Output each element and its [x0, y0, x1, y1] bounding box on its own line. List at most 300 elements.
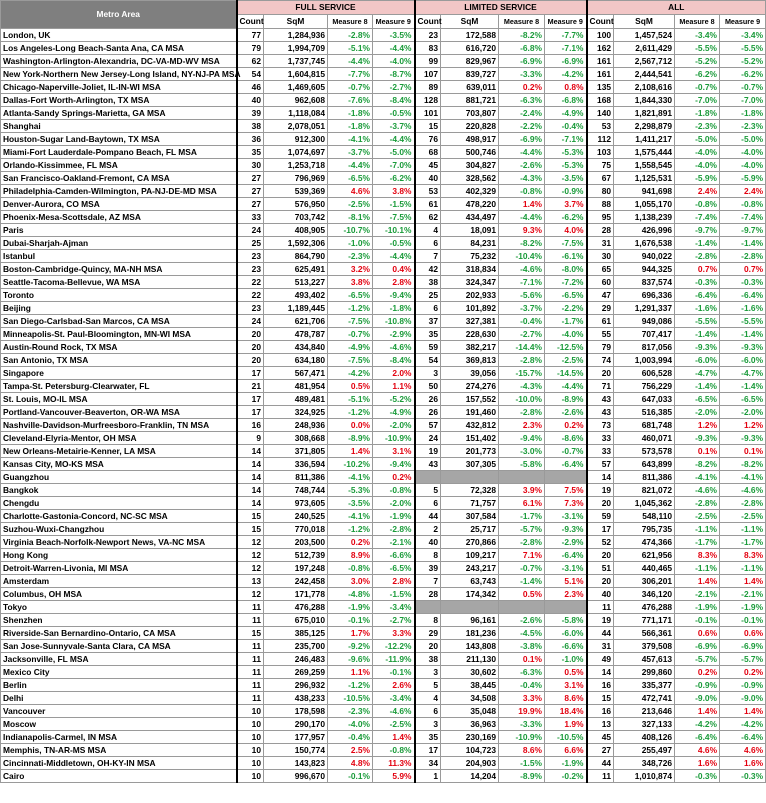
measure8-cell: -9.3% — [675, 341, 720, 354]
measure9-cell: 11.3% — [373, 757, 415, 770]
count-cell: 161 — [587, 55, 614, 68]
measure8-header[interactable]: Measure 8 — [499, 15, 545, 29]
count-cell: 54 — [415, 354, 441, 367]
table-row — [1, 653, 766, 666]
count-cell: 79 — [237, 42, 264, 55]
metro-name-cell: Detroit-Warren-Livonia, MI MSA — [1, 562, 237, 575]
count-cell: 12 — [237, 562, 264, 575]
measure9-cell: -12.5% — [545, 341, 587, 354]
measure8-cell: -0.3% — [675, 276, 720, 289]
sqm-cell: 1,457,524 — [614, 29, 675, 42]
sqm-cell: 811,386 — [614, 471, 675, 484]
measure8-cell: -6.9% — [499, 55, 545, 68]
measure8-cell: 8.3% — [675, 549, 720, 562]
measure9-cell: 3.8% — [373, 185, 415, 198]
count-cell: 162 — [587, 42, 614, 55]
metro-name-cell: Guangzhou — [1, 471, 237, 484]
sqm-cell: 1,055,170 — [614, 198, 675, 211]
table-row — [1, 692, 766, 705]
metro-name-cell: Austin-Round Rock, TX MSA — [1, 341, 237, 354]
table-body — [1, 29, 766, 783]
sqm-cell: 18,091 — [441, 224, 499, 237]
measure8-cell: -1.2% — [328, 679, 373, 692]
measure9-cell: -4.7% — [720, 367, 766, 380]
sqm-cell: 230,169 — [441, 731, 499, 744]
count-cell: 23 — [237, 302, 264, 315]
count-cell: 44 — [587, 757, 614, 770]
measure9-cell: -1.8% — [373, 302, 415, 315]
count-cell: 19 — [415, 445, 441, 458]
measure8-cell: -4.8% — [328, 588, 373, 601]
metro-name-cell: Phoenix-Mesa-Scottsdale, AZ MSA — [1, 211, 237, 224]
sqm-cell: 817,056 — [614, 341, 675, 354]
sqm-cell: 748,744 — [264, 484, 328, 497]
measure9-cell: -2.1% — [720, 588, 766, 601]
measure8-cell: 1.4% — [675, 705, 720, 718]
metro-name-cell: New York-Northern New Jersey-Long Island, NY-NJ-PA MSA — [1, 68, 237, 81]
sqm-cell: 512,739 — [264, 549, 328, 562]
metro-name-cell: London, UK — [1, 29, 237, 42]
measure9-cell: -9.4% — [373, 458, 415, 471]
table-row — [1, 55, 766, 68]
sqm-cell: 235,700 — [264, 640, 328, 653]
table-row — [1, 107, 766, 120]
sqm-cell: 204,903 — [441, 757, 499, 770]
metro-name-cell: Chicago-Naperville-Joliet, IL-IN-WI MSA — [1, 81, 237, 94]
count-cell: 14 — [587, 471, 614, 484]
sqm-cell: 296,932 — [264, 679, 328, 692]
measure9-cell: -10.9% — [373, 432, 415, 445]
count-cell: 29 — [587, 302, 614, 315]
sqm-cell: 1,045,362 — [614, 497, 675, 510]
measure8-cell: 0.0% — [328, 419, 373, 432]
count-cell: 36 — [237, 133, 264, 146]
measure8-cell: -7.0% — [675, 94, 720, 107]
measure9-cell: -0.9% — [545, 185, 587, 198]
metro-name-cell: Jacksonville, FL MSA — [1, 653, 237, 666]
count-cell: 11 — [237, 640, 264, 653]
table-row — [1, 393, 766, 406]
count-cell: 17 — [587, 523, 614, 536]
measure8-cell: 1.4% — [328, 445, 373, 458]
count-cell: 11 — [587, 601, 614, 614]
metro-name-cell: St. Louis, MO-IL MSA — [1, 393, 237, 406]
count-cell: 3 — [415, 367, 441, 380]
measure8-cell: -5.6% — [499, 289, 545, 302]
count-cell: 15 — [237, 627, 264, 640]
count-cell: 3 — [415, 666, 441, 679]
measure9-cell: 2.0% — [373, 367, 415, 380]
measure9-cell: -5.0% — [373, 146, 415, 159]
metro-name-cell: Shenzhen — [1, 614, 237, 627]
sqm-cell: 101,892 — [441, 302, 499, 315]
measure8-cell: -3.0% — [499, 445, 545, 458]
measure9-cell: 1.6% — [720, 757, 766, 770]
measure9-cell: 4.6% — [720, 744, 766, 757]
sqm-cell: 104,723 — [441, 744, 499, 757]
measure9-cell: 0.1% — [720, 445, 766, 458]
measure8-cell: -6.9% — [675, 640, 720, 653]
measure9-cell: -4.9% — [373, 406, 415, 419]
sqm-cell: 621,956 — [614, 549, 675, 562]
measure9-cell: 0.2% — [720, 666, 766, 679]
measure8-cell: -3.3% — [499, 68, 545, 81]
measure8-cell: -1.2% — [328, 406, 373, 419]
sqm-header[interactable]: SqM — [614, 15, 675, 29]
measure9-cell: 7.5% — [545, 484, 587, 497]
table-row — [1, 406, 766, 419]
sqm-cell: 203,500 — [264, 536, 328, 549]
table-row — [1, 523, 766, 536]
measure8-cell: -1.9% — [328, 601, 373, 614]
measure8-cell: -5.0% — [675, 133, 720, 146]
measure8-cell: -2.8% — [328, 29, 373, 42]
sqm-cell: 307,305 — [441, 458, 499, 471]
sqm-cell: 307,584 — [441, 510, 499, 523]
measure9-cell: -4.2% — [545, 68, 587, 81]
count-cell: 14 — [237, 497, 264, 510]
measure9-cell: -5.9% — [720, 172, 766, 185]
metro-name-cell: San Diego-Carlsbad-San Marcos, CA MSA — [1, 315, 237, 328]
sqm-cell: 839,727 — [441, 68, 499, 81]
table-row — [1, 133, 766, 146]
count-cell: 20 — [237, 354, 264, 367]
count-cell: 50 — [415, 380, 441, 393]
measure8-cell: 0.7% — [675, 263, 720, 276]
count-cell: 4 — [415, 224, 441, 237]
count-cell: 8 — [415, 549, 441, 562]
sqm-cell: 771,171 — [614, 614, 675, 627]
count-cell: 17 — [237, 393, 264, 406]
measure9-cell: -1.8% — [720, 107, 766, 120]
count-cell: 57 — [415, 419, 441, 432]
sqm-cell: 242,458 — [264, 575, 328, 588]
measure9-cell: -2.0% — [373, 497, 415, 510]
measure8-cell: -5.2% — [675, 55, 720, 68]
sqm-cell: 96,161 — [441, 614, 499, 627]
measure9-cell: -12.2% — [373, 640, 415, 653]
measure8-cell: -7.6% — [328, 94, 373, 107]
table-row — [1, 562, 766, 575]
measure9-cell: -0.8% — [373, 744, 415, 757]
sqm-cell: 548,110 — [614, 510, 675, 523]
measure9-cell: 0.7% — [720, 263, 766, 276]
measure9-cell: 5.9% — [373, 770, 415, 783]
measure9-cell: -3.5% — [545, 172, 587, 185]
measure9-cell: -6.6% — [545, 640, 587, 653]
measure9-cell: -4.0% — [720, 146, 766, 159]
sqm-cell: 255,497 — [614, 744, 675, 757]
measure8-cell: 7.1% — [499, 549, 545, 562]
count-cell: 61 — [587, 315, 614, 328]
count-cell: 6 — [415, 302, 441, 315]
count-cell: 17 — [237, 406, 264, 419]
measure8-cell: 9.3% — [499, 224, 545, 237]
metro-name-cell: Indianapolis-Carmel, IN MSA — [1, 731, 237, 744]
count-cell: 17 — [237, 367, 264, 380]
metro-area-header[interactable]: Metro Area — [1, 1, 237, 29]
measure9-cell: -6.2% — [720, 68, 766, 81]
measure9-cell: -0.1% — [720, 614, 766, 627]
table-row — [1, 718, 766, 731]
measure8-cell: -3.7% — [328, 146, 373, 159]
measure9-cell: -4.6% — [373, 341, 415, 354]
count-cell: 38 — [237, 120, 264, 133]
measure9-cell: -5.3% — [545, 159, 587, 172]
measure8-cell: -10.5% — [328, 692, 373, 705]
count-cell: 20 — [237, 328, 264, 341]
count-cell: 28 — [587, 224, 614, 237]
measure9-cell: -1.6% — [720, 302, 766, 315]
measure9-cell: -1.9% — [373, 510, 415, 523]
measure8-cell: -6.5% — [675, 393, 720, 406]
sqm-cell: 1,253,718 — [264, 159, 328, 172]
measure9-cell: -3.4% — [720, 29, 766, 42]
count-cell: 15 — [237, 510, 264, 523]
count-cell: 40 — [237, 94, 264, 107]
measure8-cell: -8.9% — [499, 770, 545, 783]
measure8-cell: -0.4% — [328, 731, 373, 744]
measure8-cell: -1.4% — [675, 380, 720, 393]
measure8-cell: -7.7% — [328, 68, 373, 81]
measure8-cell: -5.1% — [328, 393, 373, 406]
measure8-cell: -10.2% — [328, 458, 373, 471]
measure8-cell: -3.7% — [499, 302, 545, 315]
sqm-cell: 864,790 — [264, 250, 328, 263]
sqm-cell: 1,118,084 — [264, 107, 328, 120]
measure8-cell: -0.8% — [328, 562, 373, 575]
sqm-cell: 2,611,429 — [614, 42, 675, 55]
measure8-cell: -6.4% — [675, 731, 720, 744]
measure9-cell: -1.4% — [720, 380, 766, 393]
sqm-cell: 228,630 — [441, 328, 499, 341]
measure8-cell: -4.4% — [499, 146, 545, 159]
measure9-cell: -5.7% — [720, 653, 766, 666]
measure9-cell: -8.2% — [720, 458, 766, 471]
table-row — [1, 666, 766, 679]
measure9-cell: -3.5% — [373, 29, 415, 42]
measure8-cell: -10.9% — [499, 731, 545, 744]
count-cell: 30 — [587, 250, 614, 263]
measure9-cell: 2.6% — [373, 679, 415, 692]
count-cell: 15 — [237, 523, 264, 536]
measure8-cell: -4.0% — [675, 146, 720, 159]
sqm-cell: 369,813 — [441, 354, 499, 367]
sqm-cell: 318,834 — [441, 263, 499, 276]
measure9-cell: 2.4% — [720, 185, 766, 198]
sqm-cell: 795,735 — [614, 523, 675, 536]
measure8-cell: 3.0% — [328, 575, 373, 588]
sqm-cell: 270,866 — [441, 536, 499, 549]
measure8-cell: -6.0% — [675, 354, 720, 367]
measure9-header[interactable]: Measure 9 — [373, 15, 415, 29]
count-cell: 74 — [587, 354, 614, 367]
count-cell: 11 — [237, 679, 264, 692]
count-cell: 101 — [415, 107, 441, 120]
sqm-cell: 821,072 — [614, 484, 675, 497]
measure9-cell: 1.4% — [720, 705, 766, 718]
measure8-cell: -4.1% — [328, 510, 373, 523]
metro-name-cell: New Orleans-Metairie-Kenner, LA MSA — [1, 445, 237, 458]
table-row — [1, 471, 766, 484]
count-cell: 16 — [587, 679, 614, 692]
sqm-header[interactable]: SqM — [264, 15, 328, 29]
count-cell: 62 — [237, 55, 264, 68]
count-cell: 16 — [237, 419, 264, 432]
sqm-cell: 202,933 — [441, 289, 499, 302]
measure8-header[interactable]: Measure 8 — [675, 15, 720, 29]
count-cell: 10 — [237, 705, 264, 718]
measure8-cell: -5.3% — [328, 484, 373, 497]
measure9-cell: 0.5% — [545, 666, 587, 679]
sqm-cell: 36,963 — [441, 718, 499, 731]
measure8-cell: -4.3% — [499, 172, 545, 185]
count-cell: 14 — [237, 445, 264, 458]
sqm-cell: 1,592,306 — [264, 237, 328, 250]
sqm-cell: 327,381 — [441, 315, 499, 328]
sqm-cell: 434,497 — [441, 211, 499, 224]
count-header[interactable]: Count — [415, 15, 441, 29]
count-cell: 47 — [587, 289, 614, 302]
measure9-cell: -8.6% — [545, 432, 587, 445]
count-cell: 128 — [415, 94, 441, 107]
count-cell: 77 — [237, 29, 264, 42]
count-cell: 59 — [415, 341, 441, 354]
sqm-cell: 269,259 — [264, 666, 328, 679]
sqm-cell: 1,844,330 — [614, 94, 675, 107]
sqm-cell: 481,954 — [264, 380, 328, 393]
measure9-header[interactable]: Measure 9 — [720, 15, 766, 29]
table-row — [1, 276, 766, 289]
measure8-cell: -0.9% — [675, 679, 720, 692]
measure8-cell: -1.4% — [499, 575, 545, 588]
measure9-cell: -0.2% — [545, 770, 587, 783]
measure8-cell: -6.8% — [499, 42, 545, 55]
measure8-cell: -8.2% — [499, 29, 545, 42]
full-service-header: FULL SERVICE — [237, 1, 415, 15]
count-cell: 6 — [415, 237, 441, 250]
measure9-cell: -9.3% — [545, 523, 587, 536]
measure8-cell: -0.7% — [499, 562, 545, 575]
count-cell: 10 — [237, 770, 264, 783]
count-cell: 75 — [587, 159, 614, 172]
measure8-cell: -0.7% — [675, 81, 720, 94]
metro-name-cell: Hong Kong — [1, 549, 237, 562]
sqm-cell: 567,471 — [264, 367, 328, 380]
measure8-cell: 1.4% — [675, 575, 720, 588]
count-cell: 33 — [587, 445, 614, 458]
sqm-cell: 328,562 — [441, 172, 499, 185]
measure8-cell: -3.3% — [499, 718, 545, 731]
measure8-cell: -2.8% — [499, 406, 545, 419]
measure9-header[interactable]: Measure 9 — [545, 15, 587, 29]
metro-name-cell: Suzhou-Wuxi-Changzhou — [1, 523, 237, 536]
sqm-cell: 811,386 — [264, 471, 328, 484]
sqm-cell: 382,217 — [441, 341, 499, 354]
table-row — [1, 744, 766, 757]
table-row — [1, 731, 766, 744]
measure9-cell: -6.2% — [545, 211, 587, 224]
sqm-cell: 306,201 — [614, 575, 675, 588]
sqm-cell: 172,588 — [441, 29, 499, 42]
measure8-header[interactable]: Measure 8 — [328, 15, 373, 29]
measure9-cell: -5.5% — [720, 315, 766, 328]
measure8-cell: 19.9% — [499, 705, 545, 718]
metro-name-cell: Seattle-Tacoma-Bellevue, WA MSA — [1, 276, 237, 289]
sqm-cell: 2,298,879 — [614, 120, 675, 133]
metro-name-cell: San Jose-Sunnyvale-Santa Clara, CA MSA — [1, 640, 237, 653]
sqm-cell: 647,033 — [614, 393, 675, 406]
sqm-cell: 174,342 — [441, 588, 499, 601]
count-cell: 27 — [237, 198, 264, 211]
sqm-cell: 197,248 — [264, 562, 328, 575]
sqm-cell: 881,721 — [441, 94, 499, 107]
measure9-cell: -0.3% — [720, 770, 766, 783]
sqm-cell: 1,003,994 — [614, 354, 675, 367]
sqm-cell: 1,411,217 — [614, 133, 675, 146]
table-row — [1, 497, 766, 510]
sqm-cell: 248,936 — [264, 419, 328, 432]
measure9-cell: -5.8% — [545, 614, 587, 627]
count-cell: 68 — [415, 146, 441, 159]
metro-name-cell: Columbus, OH MSA — [1, 588, 237, 601]
table-row — [1, 263, 766, 276]
measure8-cell: -9.7% — [675, 224, 720, 237]
measure9-cell: -1.0% — [545, 653, 587, 666]
measure8-cell: -2.1% — [675, 588, 720, 601]
count-cell: 168 — [587, 94, 614, 107]
measure8-cell: -10.4% — [499, 250, 545, 263]
sqm-cell: 71,757 — [441, 497, 499, 510]
measure9-cell: -4.9% — [545, 107, 587, 120]
sqm-cell: 30,602 — [441, 666, 499, 679]
sqm-cell: 829,967 — [441, 55, 499, 68]
measure8-cell: 8.9% — [328, 549, 373, 562]
sqm-cell: 25,717 — [441, 523, 499, 536]
measure9-cell: 1.4% — [373, 731, 415, 744]
sqm-cell: 1,074,697 — [264, 146, 328, 159]
table-row — [1, 328, 766, 341]
sqm-cell: 109,217 — [441, 549, 499, 562]
measure9-cell: -1.5% — [373, 198, 415, 211]
sqm-cell: 1,125,531 — [614, 172, 675, 185]
sqm-cell: 243,217 — [441, 562, 499, 575]
measure8-cell: -1.8% — [675, 107, 720, 120]
measure9-cell: -9.4% — [373, 289, 415, 302]
sqm-cell: 84,231 — [441, 237, 499, 250]
measure9-cell: 2.3% — [545, 588, 587, 601]
count-header[interactable]: Count — [237, 15, 264, 29]
sqm-cell: 996,670 — [264, 770, 328, 783]
count-header[interactable]: Count — [587, 15, 614, 29]
measure8-cell: -0.8% — [499, 185, 545, 198]
count-cell: 89 — [415, 81, 441, 94]
sqm-cell: 489,481 — [264, 393, 328, 406]
count-cell: 12 — [237, 588, 264, 601]
measure9-cell: 0.4% — [373, 263, 415, 276]
count-cell: 61 — [415, 198, 441, 211]
measure9-cell: -0.5% — [373, 237, 415, 250]
sqm-cell: 770,018 — [264, 523, 328, 536]
count-cell — [415, 601, 441, 614]
sqm-cell: 912,300 — [264, 133, 328, 146]
sqm-cell: 944,325 — [614, 263, 675, 276]
count-cell: 22 — [237, 289, 264, 302]
sqm-header[interactable]: SqM — [441, 15, 499, 29]
sqm-cell: 639,011 — [441, 81, 499, 94]
count-cell: 11 — [237, 614, 264, 627]
sqm-cell: 324,925 — [264, 406, 328, 419]
